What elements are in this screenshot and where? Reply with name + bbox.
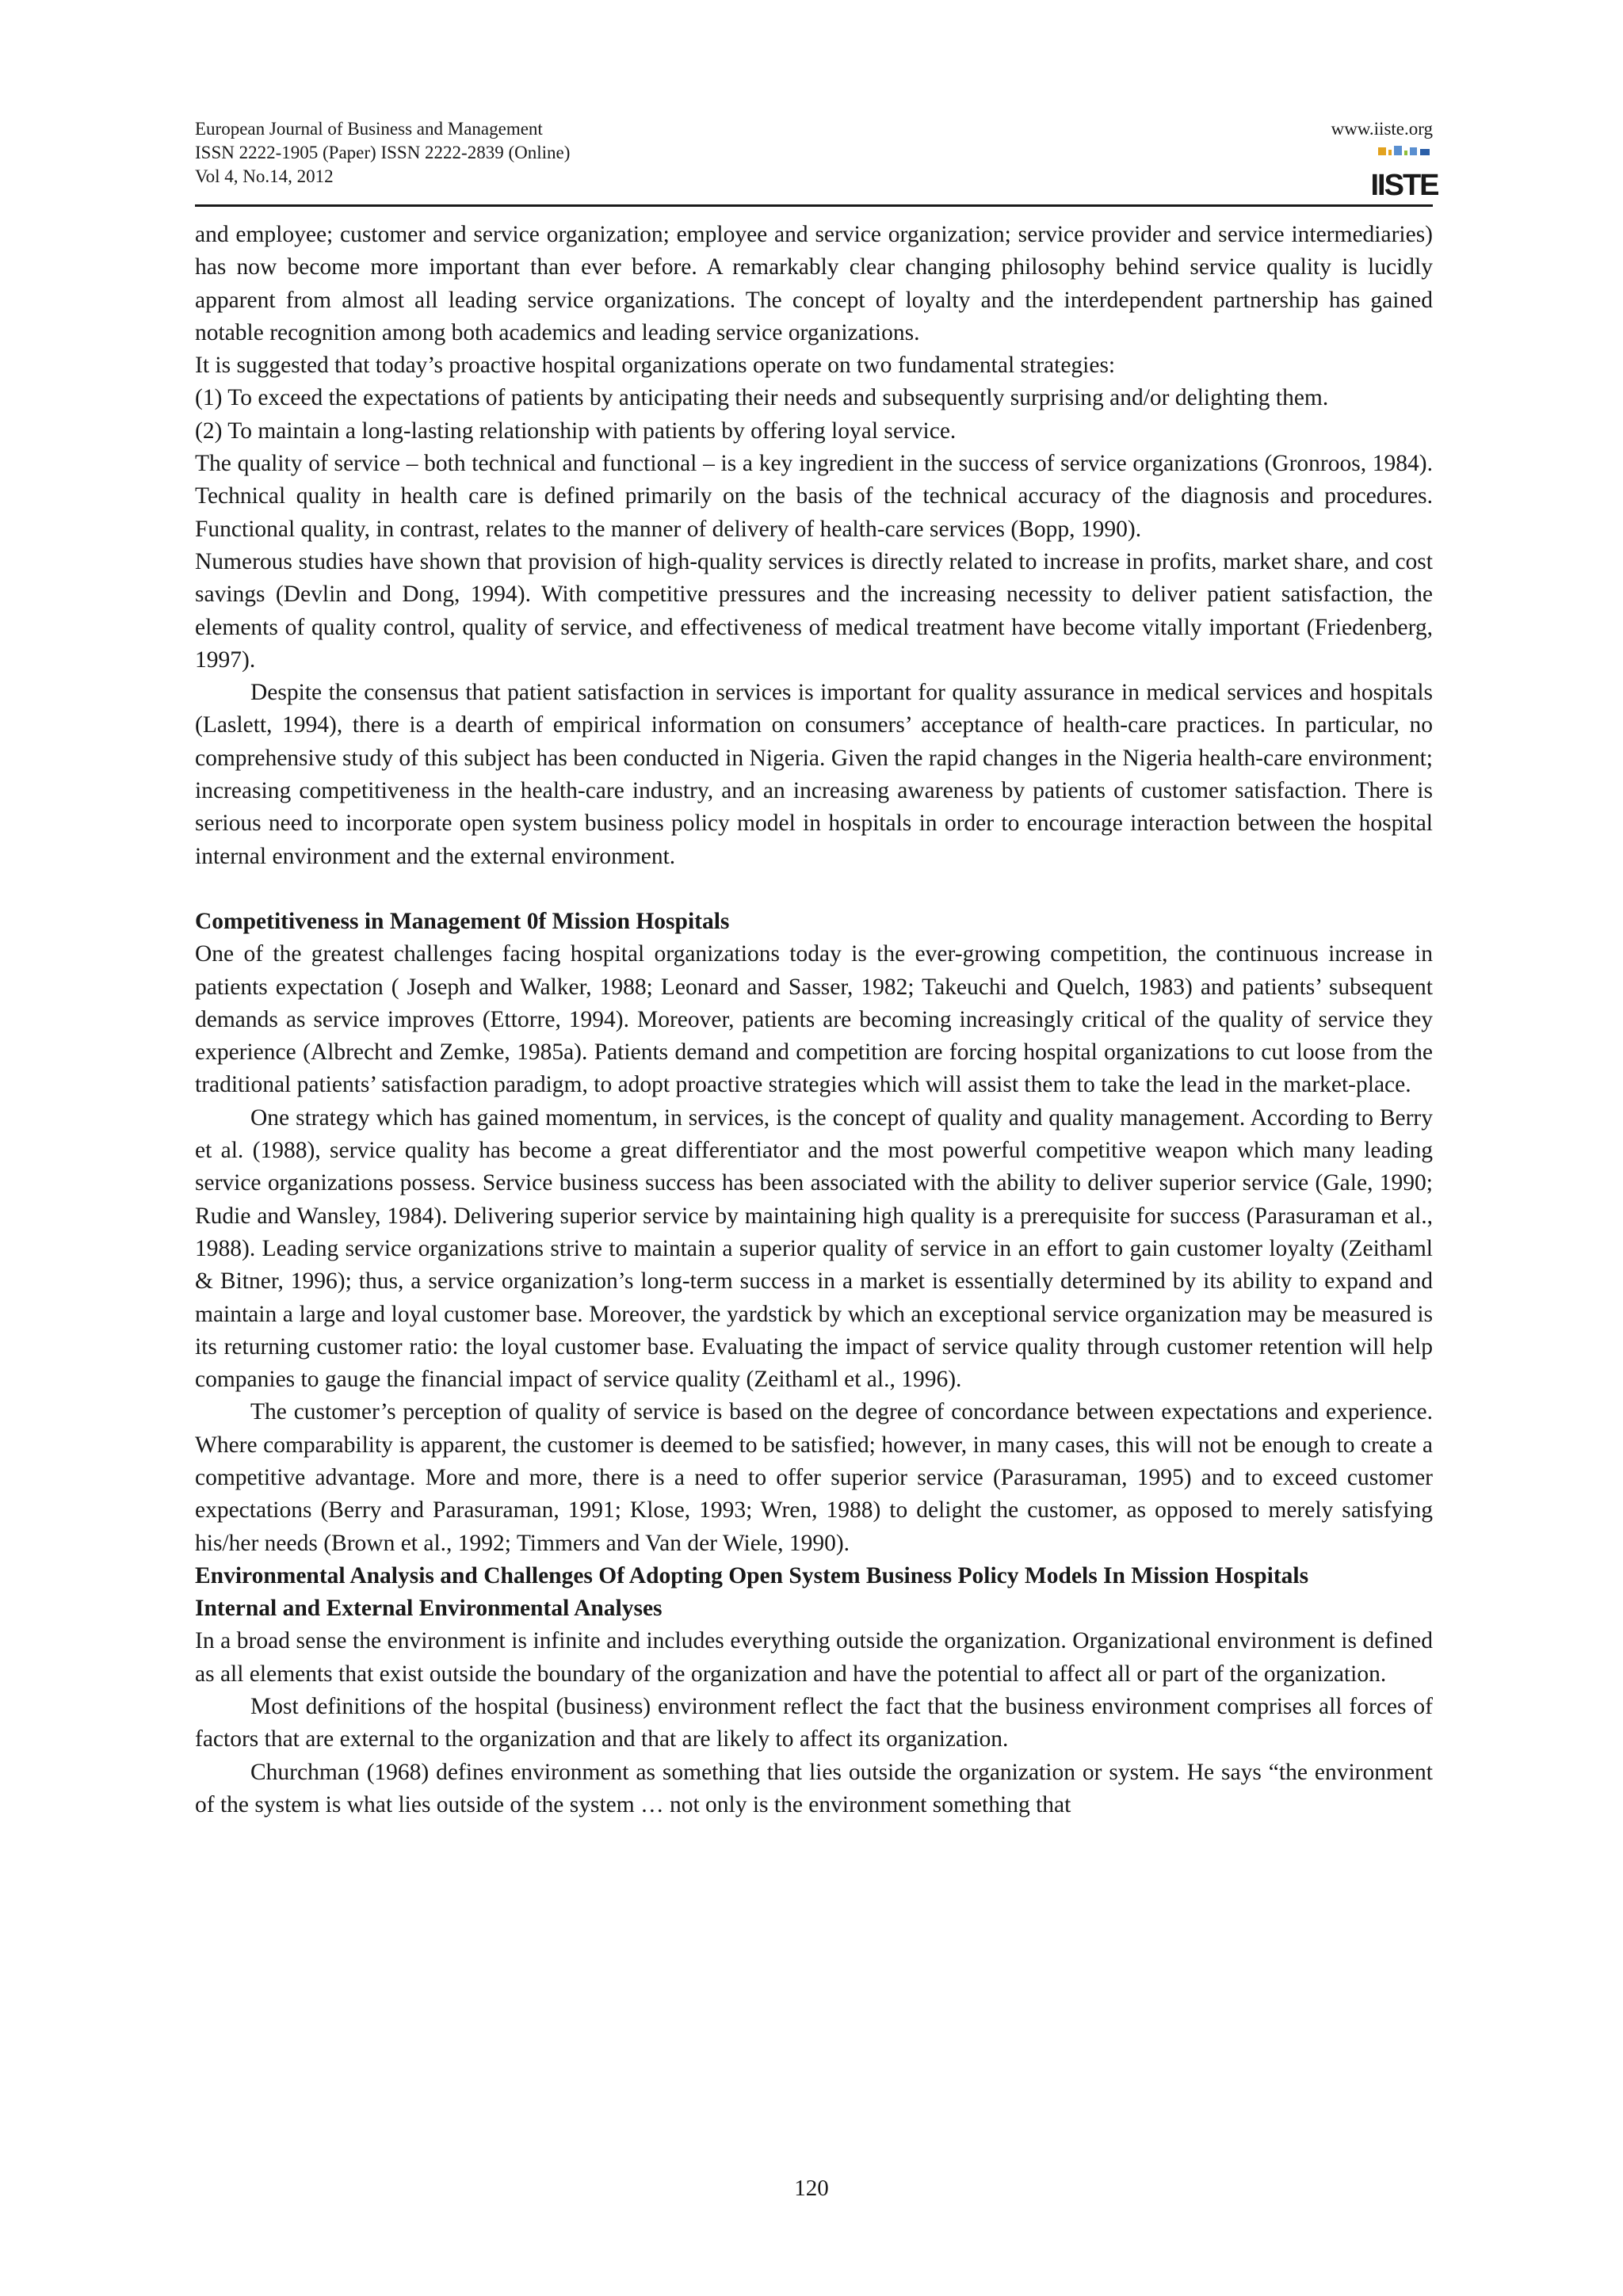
paragraph: In a broad sense the environment is infinite and includes everything outside the organization. Organizational environment is defined as all elements that exist outside the boundary of the organization and have the potential to affect all or part of the organization. [195,1628,1433,1687]
page-header [195,116,1438,207]
section-heading: Competitiveness in Management 0f Mission Hospitals [195,908,730,934]
paragraph: (2) To maintain a long-lasting relationship with patients by offering loyal service. [195,418,957,444]
paragraph: Churchman (1968) defines environment as something that lies outside the organization or system. He says “the environment of the system is what lies outside of the system … not only is the environment something that [195,1759,1433,1817]
paragraph: The customer’s perception of quality of service is based on the degree of concordance between expectations and experience. Where comparability is apparent, the customer is deemed to be satisfied; however, in many cases, this will not be enough to create a competitive advantage. More and more, there is a need to offer superior service (Parasuraman, 1995) and to exceed customer expectations (Berry and Parasuraman, 1991; Klose, 1993; Wren, 1988) to delight the customer, as opposed to merely satisfying his/her needs (Brown et al., 1992; Timmers and Van der Wiele, 1990). [195,1399,1433,1556]
article-body [195,219,1433,1821]
journal-volume: Vol 4, No.14, 2012 [195,166,334,186]
paragraph: One strategy which has gained momentum, in services, is the concept of quality and quality management. According to Berry et al. (1988), service quality has become a great differentiator and the most powerful competitive weapon which many leading service organizations possess. Service business success has been associated with the ability to deliver superior service (Gale, 1990; Rudie and Wansley, 1984). Delivering superior service by maintaining high quality is a prerequisite for success (Parasuraman et al., 1988). Leading service organizations strive to maintain a superior quality of service in an effort to gain customer loyalty (Zeithaml & Bitner, 1996); thus, a service organization’s long-term success in a market is essentially determined by its ability to expand and maintain a large and loyal customer base. Moreover, the yardstick by which an exceptional service organization may be measured is its returning customer ratio: the loyal customer base. Evaluating the impact of service quality through customer retention will help companies to gauge the financial impact of service quality (Zeithaml et al., 1996). [195,1104,1433,1393]
paragraph: and employee; customer and service organization; employee and service organization; service provider and service intermediaries) has now become more important than ever before. A remarkably clear changing philosophy behind service quality is lucidly apparent from almost all leading service organizations. The concept of loyalty and the interdependent partnership has gained notable recognition among both academics and leading service organizations. [195,222,1433,345]
page-number: 120 [794,2176,829,2201]
paragraph: Most definitions of the hospital (business) environment reflect the fact that the business environment comprises all forces of factors that are external to the organization and that are likely to affect its organization. [195,1694,1433,1753]
header-right [1331,117,1433,141]
journal-name: European Journal of Business and Management [195,119,543,139]
subsection-heading: Internal and External Environmental Analyses [195,1596,663,1622]
journal-info [195,117,570,189]
paragraph: Numerous studies have shown that provision of high-quality services is directly related to increase in profits, market share, and cost savings (Devlin and Dong, 1994). With competitive pressures and the increasing necessity to deliver patient satisfaction, the elements of quality control, quality of service, and effectiveness of medical treatment have become vitally important (Friedenberg, 1997). [195,548,1433,673]
section-heading: Environmental Analysis and Challenges Of Adopting Open System Business Policy Models In Mission Hospitals [195,1562,1309,1589]
paragraph: The quality of service – both technical and functional – is a key ingredient in the success of service organizations (Gronroos, 1984). Technical quality in health care is defined primarily on the basis of the technical accuracy of the diagnosis and procedures. Functional quality, in contrast, relates to the manner of delivery of health-care services (Bopp, 1990). [195,451,1433,542]
iiste-logo [1370,144,1438,202]
paragraph: It is suggested that today’s proactive hospital organizations operate on two fundamental strategies: [195,353,1116,379]
paragraph: (1) To exceed the expectations of patients by anticipating their needs and subsequently surprising and/or delighting them. [195,385,1329,411]
paragraph: Despite the consensus that patient satisfaction in services is important for quality assurance in medical services and hospitals (Laslett, 1994), there is a dearth of empirical information on consumers’ acceptance of health-care practices. In particular, no comprehensive study of this subject has been conducted in Nigeria. Given the rapid changes in the Nigeria health-care environment; increasing competitiveness in the health-care industry, and an increasing awareness by patients of customer satisfaction. There is serious need to incorporate open system business policy model in hospitals in order to encourage interaction between the hospital internal environment and the external environment. [195,680,1433,869]
journal-website[interactable]: www.iiste.org [1331,119,1433,139]
paragraph: One of the greatest challenges facing hospital organizations today is the ever-growing competition, the continuous increase in patients expectation ( Joseph and Walker, 1988; Leonard and Sasser, 1982; Takeuchi and Quelch, 1983) and patients’ subsequent demands as service improves (Ettorre, 1994). Moreover, patients are becoming increasingly critical of the quality of service they experience (Albrecht and Zemke, 1985a). Patients demand and competition are forcing hospital organizations to cut loose from the traditional patients’ satisfaction paradigm, to adopt proactive strategies which will assist them to take the lead in the market-place. [195,941,1433,1098]
journal-issn: ISSN 2222-1905 (Paper) ISSN 2222-2839 (Online) [195,143,571,162]
logo-text: IISTE [1370,169,1438,202]
